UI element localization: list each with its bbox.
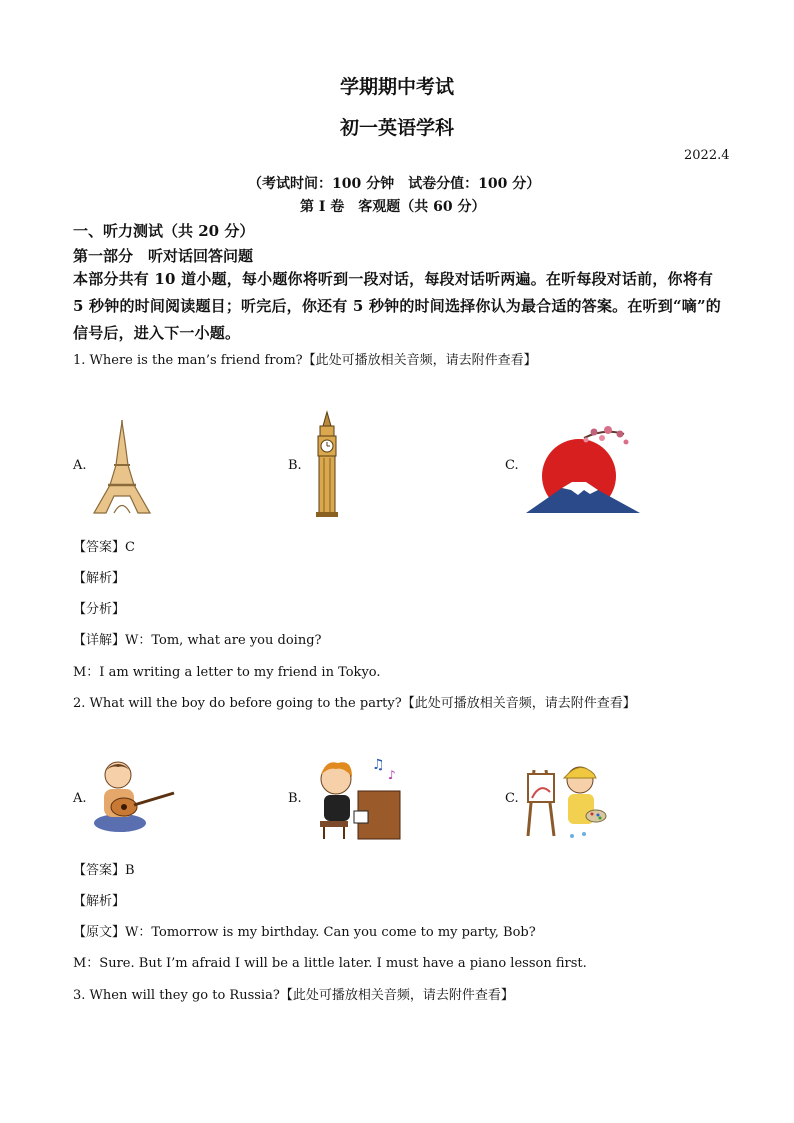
q1-analysis: 【解析】 [73, 571, 126, 586]
boy-guitar-icon [90, 755, 180, 835]
question-1-text: 1. Where is the man’s friend from?【此处可播放相关音频，请去附件查看】 [73, 353, 537, 368]
exam-title: 学期期中考试 [339, 76, 454, 98]
exam-info: （考试时间：100 分钟 试卷分值：100 分） [248, 176, 541, 192]
volume-title: 第 I 卷 客观题（共 60 分） [300, 199, 486, 215]
instructions: 本部分共有 10 道小题，每小题你将听到一段对话，每段对话听两遍。在听每段对话前，你将有 5 秒钟的时间阅读题目；听完后，你还有 5 秒钟的时间选择你认为最合适的答案。在听到“嘀”的信号后，进入下一小题。 [73, 270, 722, 342]
q1-detail: 【详解】W：Tom, what are you doing? [73, 633, 322, 648]
q2-original-text: 【原文】W：Tomorrow is my birthday. Can you come to my party, Bob? [73, 925, 536, 940]
q1-option-a-label: A. [73, 458, 87, 473]
question-2-text: 2. What will the boy do before going to the party?【此处可播放相关音频，请去附件查看】 [73, 696, 636, 711]
q2-option-c-label: C. [505, 791, 519, 806]
section-heading: 一、听力测试（共 20 分） [73, 222, 255, 240]
q1-answer: 【答案】C [73, 540, 135, 555]
q2-option-a-label: A. [73, 791, 87, 806]
boy-painting-icon [524, 758, 610, 840]
question-3-text: 3. When will they go to Russia?【此处可播放相关音频，请去附件查看】 [73, 988, 514, 1003]
q1-dialogue-line: M：I am writing a letter to my friend in Tokyo. [73, 665, 381, 680]
q2-analysis: 【解析】 [73, 894, 126, 909]
exam-date: 2022.4 [684, 148, 730, 163]
mount-fuji-icon [524, 418, 642, 516]
part-title: 第一部分 听对话回答问题 [73, 247, 254, 265]
boy-piano-icon [312, 755, 404, 843]
q2-dialogue-line: M：Sure. But I’m afraid I will be a little later. I must have a piano lesson first. [73, 956, 587, 971]
big-ben-icon [312, 412, 342, 518]
q1-option-c-label: C. [505, 458, 519, 473]
q1-option-b-label: B. [288, 458, 302, 473]
eiffel-tower-icon [92, 420, 152, 515]
subject-title: 初一英语学科 [339, 117, 454, 139]
q2-option-b-label: B. [288, 791, 302, 806]
q2-answer: 【答案】B [73, 863, 135, 878]
q1-analysis-2: 【分析】 [73, 602, 126, 617]
svg-text:♫: ♫ [372, 757, 385, 773]
svg-text:♪: ♪ [388, 768, 396, 782]
